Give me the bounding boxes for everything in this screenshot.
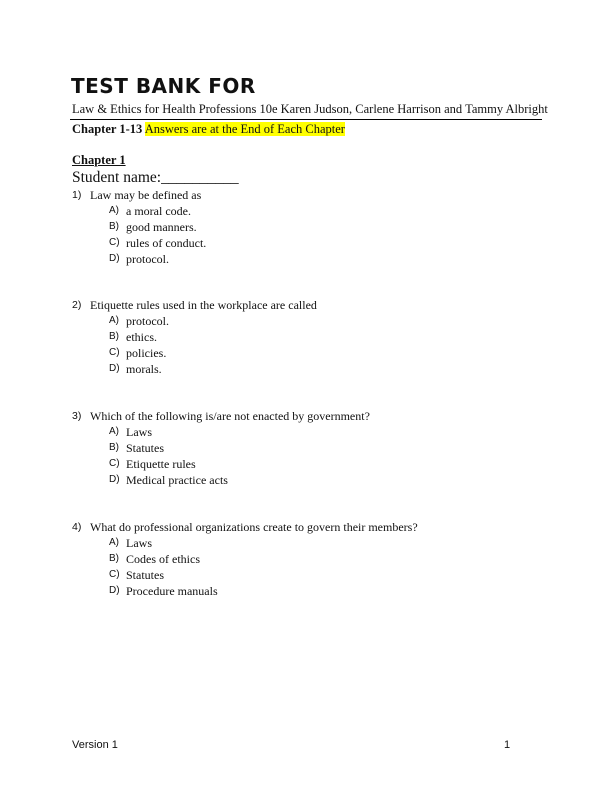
chapter-range: Chapter 1-13	[72, 122, 143, 136]
banner-title: TEST BANK FOR	[71, 74, 256, 98]
footer-version: Version 1	[72, 739, 118, 751]
question-number: 3)	[72, 410, 82, 422]
answer-option	[72, 235, 206, 251]
answers-note-highlight: Answers are at the End of Each Chapter	[144, 122, 345, 136]
option-list	[72, 203, 206, 267]
option-letter: D)	[109, 585, 120, 596]
answer-option	[72, 203, 206, 219]
option-list	[72, 535, 418, 599]
option-text: Statutes	[126, 568, 164, 582]
option-letter: A)	[109, 315, 119, 326]
option-text: good manners.	[126, 220, 197, 234]
question-item	[72, 187, 206, 267]
option-letter: B)	[109, 221, 119, 232]
option-text: policies.	[126, 346, 167, 360]
answer-option	[72, 361, 317, 377]
option-text: Medical practice acts	[126, 473, 228, 487]
question-text: What do professional organizations create to govern their members?	[90, 520, 418, 534]
answer-option	[72, 472, 370, 488]
answer-option	[72, 551, 418, 567]
option-letter: C)	[109, 569, 120, 580]
option-text: rules of conduct.	[126, 236, 207, 250]
student-name-field: Student name:__________	[72, 169, 239, 186]
option-text: Codes of ethics	[126, 552, 200, 566]
option-letter: D)	[109, 363, 120, 374]
answer-option	[72, 329, 317, 345]
answer-option	[72, 440, 370, 456]
option-text: a moral code.	[126, 204, 191, 218]
question-text: Etiquette rules used in the workplace are called	[90, 298, 317, 312]
answer-option	[72, 456, 370, 472]
answer-option	[72, 583, 418, 599]
option-letter: B)	[109, 442, 119, 453]
book-subtitle: Law & Ethics for Health Professions 10e Karen Judson, Carlene Harrison and Tammy Albright	[72, 102, 548, 116]
question-number: 1)	[72, 189, 82, 201]
answer-option	[72, 219, 206, 235]
answer-option	[72, 424, 370, 440]
answer-option	[72, 313, 317, 329]
option-letter: B)	[109, 331, 119, 342]
option-text: Laws	[126, 425, 152, 439]
question-number: 4)	[72, 521, 82, 533]
option-letter: C)	[109, 237, 120, 248]
chapter-range-line	[72, 121, 345, 137]
question-item	[72, 519, 418, 599]
question-item	[72, 408, 370, 488]
option-letter: B)	[109, 553, 119, 564]
header-rule	[70, 119, 542, 120]
option-text: protocol.	[126, 252, 169, 266]
question-stem	[72, 297, 317, 313]
option-text: Etiquette rules	[126, 457, 196, 471]
option-letter: D)	[109, 474, 120, 485]
answer-option	[72, 567, 418, 583]
option-text: morals.	[126, 362, 162, 376]
question-stem	[72, 408, 370, 424]
answer-option	[72, 535, 418, 551]
option-text: Laws	[126, 536, 152, 550]
option-letter: C)	[109, 347, 120, 358]
option-text: Statutes	[126, 441, 164, 455]
question-item	[72, 297, 317, 377]
option-text: protocol.	[126, 314, 169, 328]
question-stem	[72, 187, 206, 203]
option-letter: A)	[109, 205, 119, 216]
question-text: Law may be defined as	[90, 188, 202, 202]
chapter-heading: Chapter 1	[72, 153, 126, 167]
option-letter: A)	[109, 426, 119, 437]
option-letter: C)	[109, 458, 120, 469]
option-list	[72, 313, 317, 377]
question-stem	[72, 519, 418, 535]
question-number: 2)	[72, 299, 82, 311]
answer-option	[72, 345, 317, 361]
option-list	[72, 424, 370, 488]
footer-page-number: 1	[504, 739, 511, 751]
option-letter: A)	[109, 537, 119, 548]
option-text: Procedure manuals	[126, 584, 218, 598]
option-text: ethics.	[126, 330, 157, 344]
answer-option	[72, 251, 206, 267]
question-text: Which of the following is/are not enacted by government?	[90, 409, 370, 423]
option-letter: D)	[109, 253, 120, 264]
